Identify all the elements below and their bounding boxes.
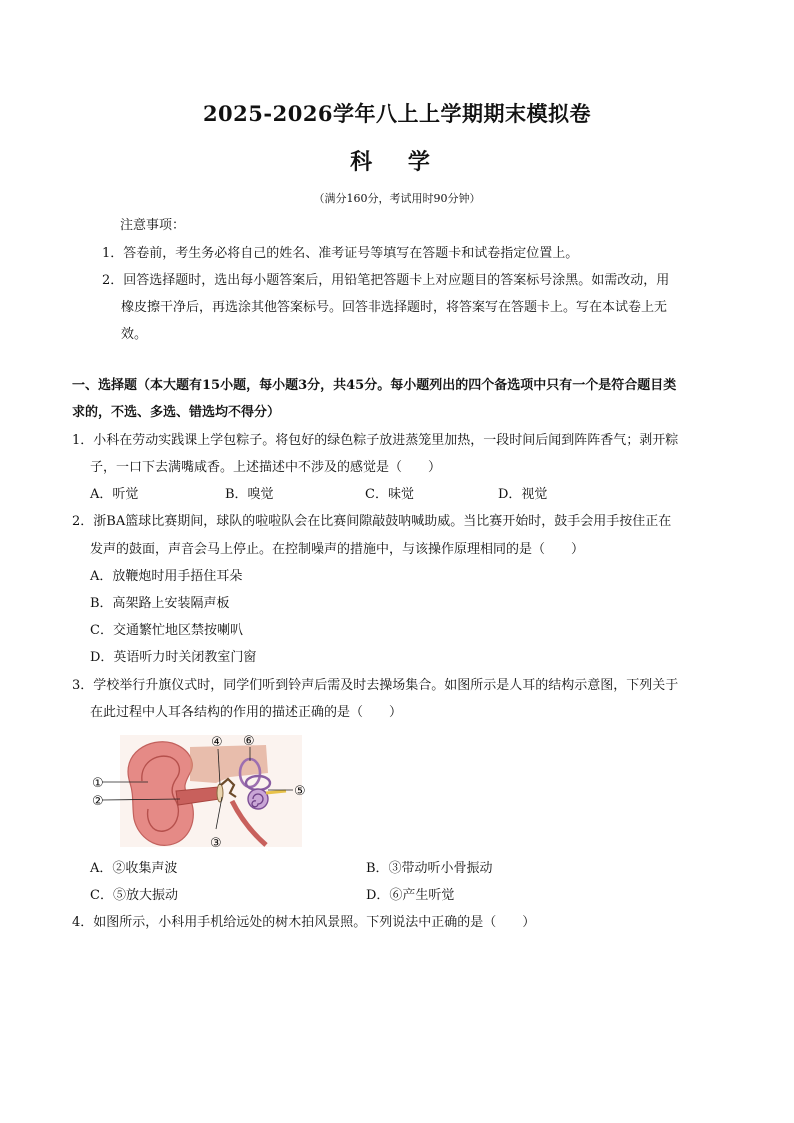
- cochlea: [248, 789, 268, 809]
- question-2-option-b: B．高架路上安装隔声板: [90, 596, 230, 611]
- question-3-line-2: 在此过程中人耳各结构的作用的描述正确的是（ ）: [90, 705, 403, 720]
- auditory-nerve: [266, 791, 286, 793]
- exam-title: 2025-2026学年八上上学期期末模拟卷: [202, 101, 592, 126]
- diagram-label-1: ①: [92, 776, 104, 791]
- question-2-option-a: A．放鞭炮时用手捂住耳朵: [90, 569, 243, 584]
- question-2-line-2: 发声的鼓面，声音会马上停止。在控制噪声的措施中，与该操作原理相同的是（ ）: [90, 542, 585, 557]
- question-2-option-d: D．英语听力时关闭教室门窗: [90, 650, 257, 665]
- note-item-2-line-1: 2．回答选择题时，选出每小题答案后，用铅笔把答题卡上对应题目的答案标号涂黑。如需改动，用: [102, 273, 670, 288]
- question-1-line-1: 1．小科在劳动实践课上学包粽子。将包好的绿色粽子放进蒸笼里加热，一段时间后闻到阵阵香气；剥开粽: [72, 433, 679, 448]
- note-item-1: 1．答卷前，考生务必将自己的姓名、准考证号等填写在答题卡和试卷指定位置上。: [102, 246, 579, 261]
- notes-heading: 注意事项：: [120, 218, 186, 233]
- question-1-line-2: 子，一口下去满嘴咸香。上述描述中不涉及的感觉是（ ）: [90, 460, 442, 475]
- question-1-option-b: B．嗅觉: [225, 487, 274, 502]
- question-2-option-c: C．交通繁忙地区禁按喇叭: [90, 623, 243, 638]
- subject-title: 科 学: [350, 149, 444, 175]
- section-1-heading-line-1: 一、选择题（本大题有15小题，每小题3分，共45分。每小题列出的四个备选项中只有一个是符合题目类: [72, 378, 677, 393]
- ear-structure-diagram: [90, 733, 312, 851]
- eardrum: [217, 784, 223, 802]
- diagram-label-6: ⑥: [243, 734, 255, 749]
- question-3-option-a: A．②收集声波: [90, 861, 178, 876]
- section-1-heading-line-2: 求的，不选、多选、错选均不得分）: [72, 405, 281, 420]
- question-3-line-1: 3．学校举行升旗仪式时，同学们听到铃声后需及时去操场集合。如图所示是人耳的结构示意图，下列关于: [72, 678, 679, 693]
- note-item-2-line-3: 效。: [121, 327, 148, 342]
- diagram-label-4: ④: [211, 735, 223, 750]
- question-1-option-a: A．听觉: [90, 487, 139, 502]
- question-4-line-1: 4．如图所示，小科用手机给远处的树木拍风景照。下列说法中正确的是（ ）: [72, 915, 536, 930]
- question-3-option-d: D．⑥产生听觉: [366, 888, 455, 903]
- question-3-option-b: B．③带动听小骨振动: [366, 861, 493, 876]
- note-item-2-line-2: 橡皮擦干净后，再选涂其他答案标号。回答非选择题时，将答案写在答题卡上。写在本试卷上无: [121, 300, 668, 315]
- question-1-option-d: D．视觉: [498, 487, 548, 502]
- diagram-label-5: ⑤: [294, 784, 306, 799]
- question-1-option-c: C．味觉: [365, 487, 414, 502]
- question-2-line-1: 2．浙BA篮球比赛期间，球队的啦啦队会在比赛间隙敲鼓呐喊助威。当比赛开始时，鼓手会用手按住正在: [72, 514, 672, 529]
- score-info: （满分160分，考试用时90分钟）: [313, 192, 481, 205]
- question-3-option-c: C．⑤放大振动: [90, 888, 178, 903]
- diagram-label-2: ②: [92, 794, 104, 809]
- diagram-label-3: ③: [210, 836, 222, 851]
